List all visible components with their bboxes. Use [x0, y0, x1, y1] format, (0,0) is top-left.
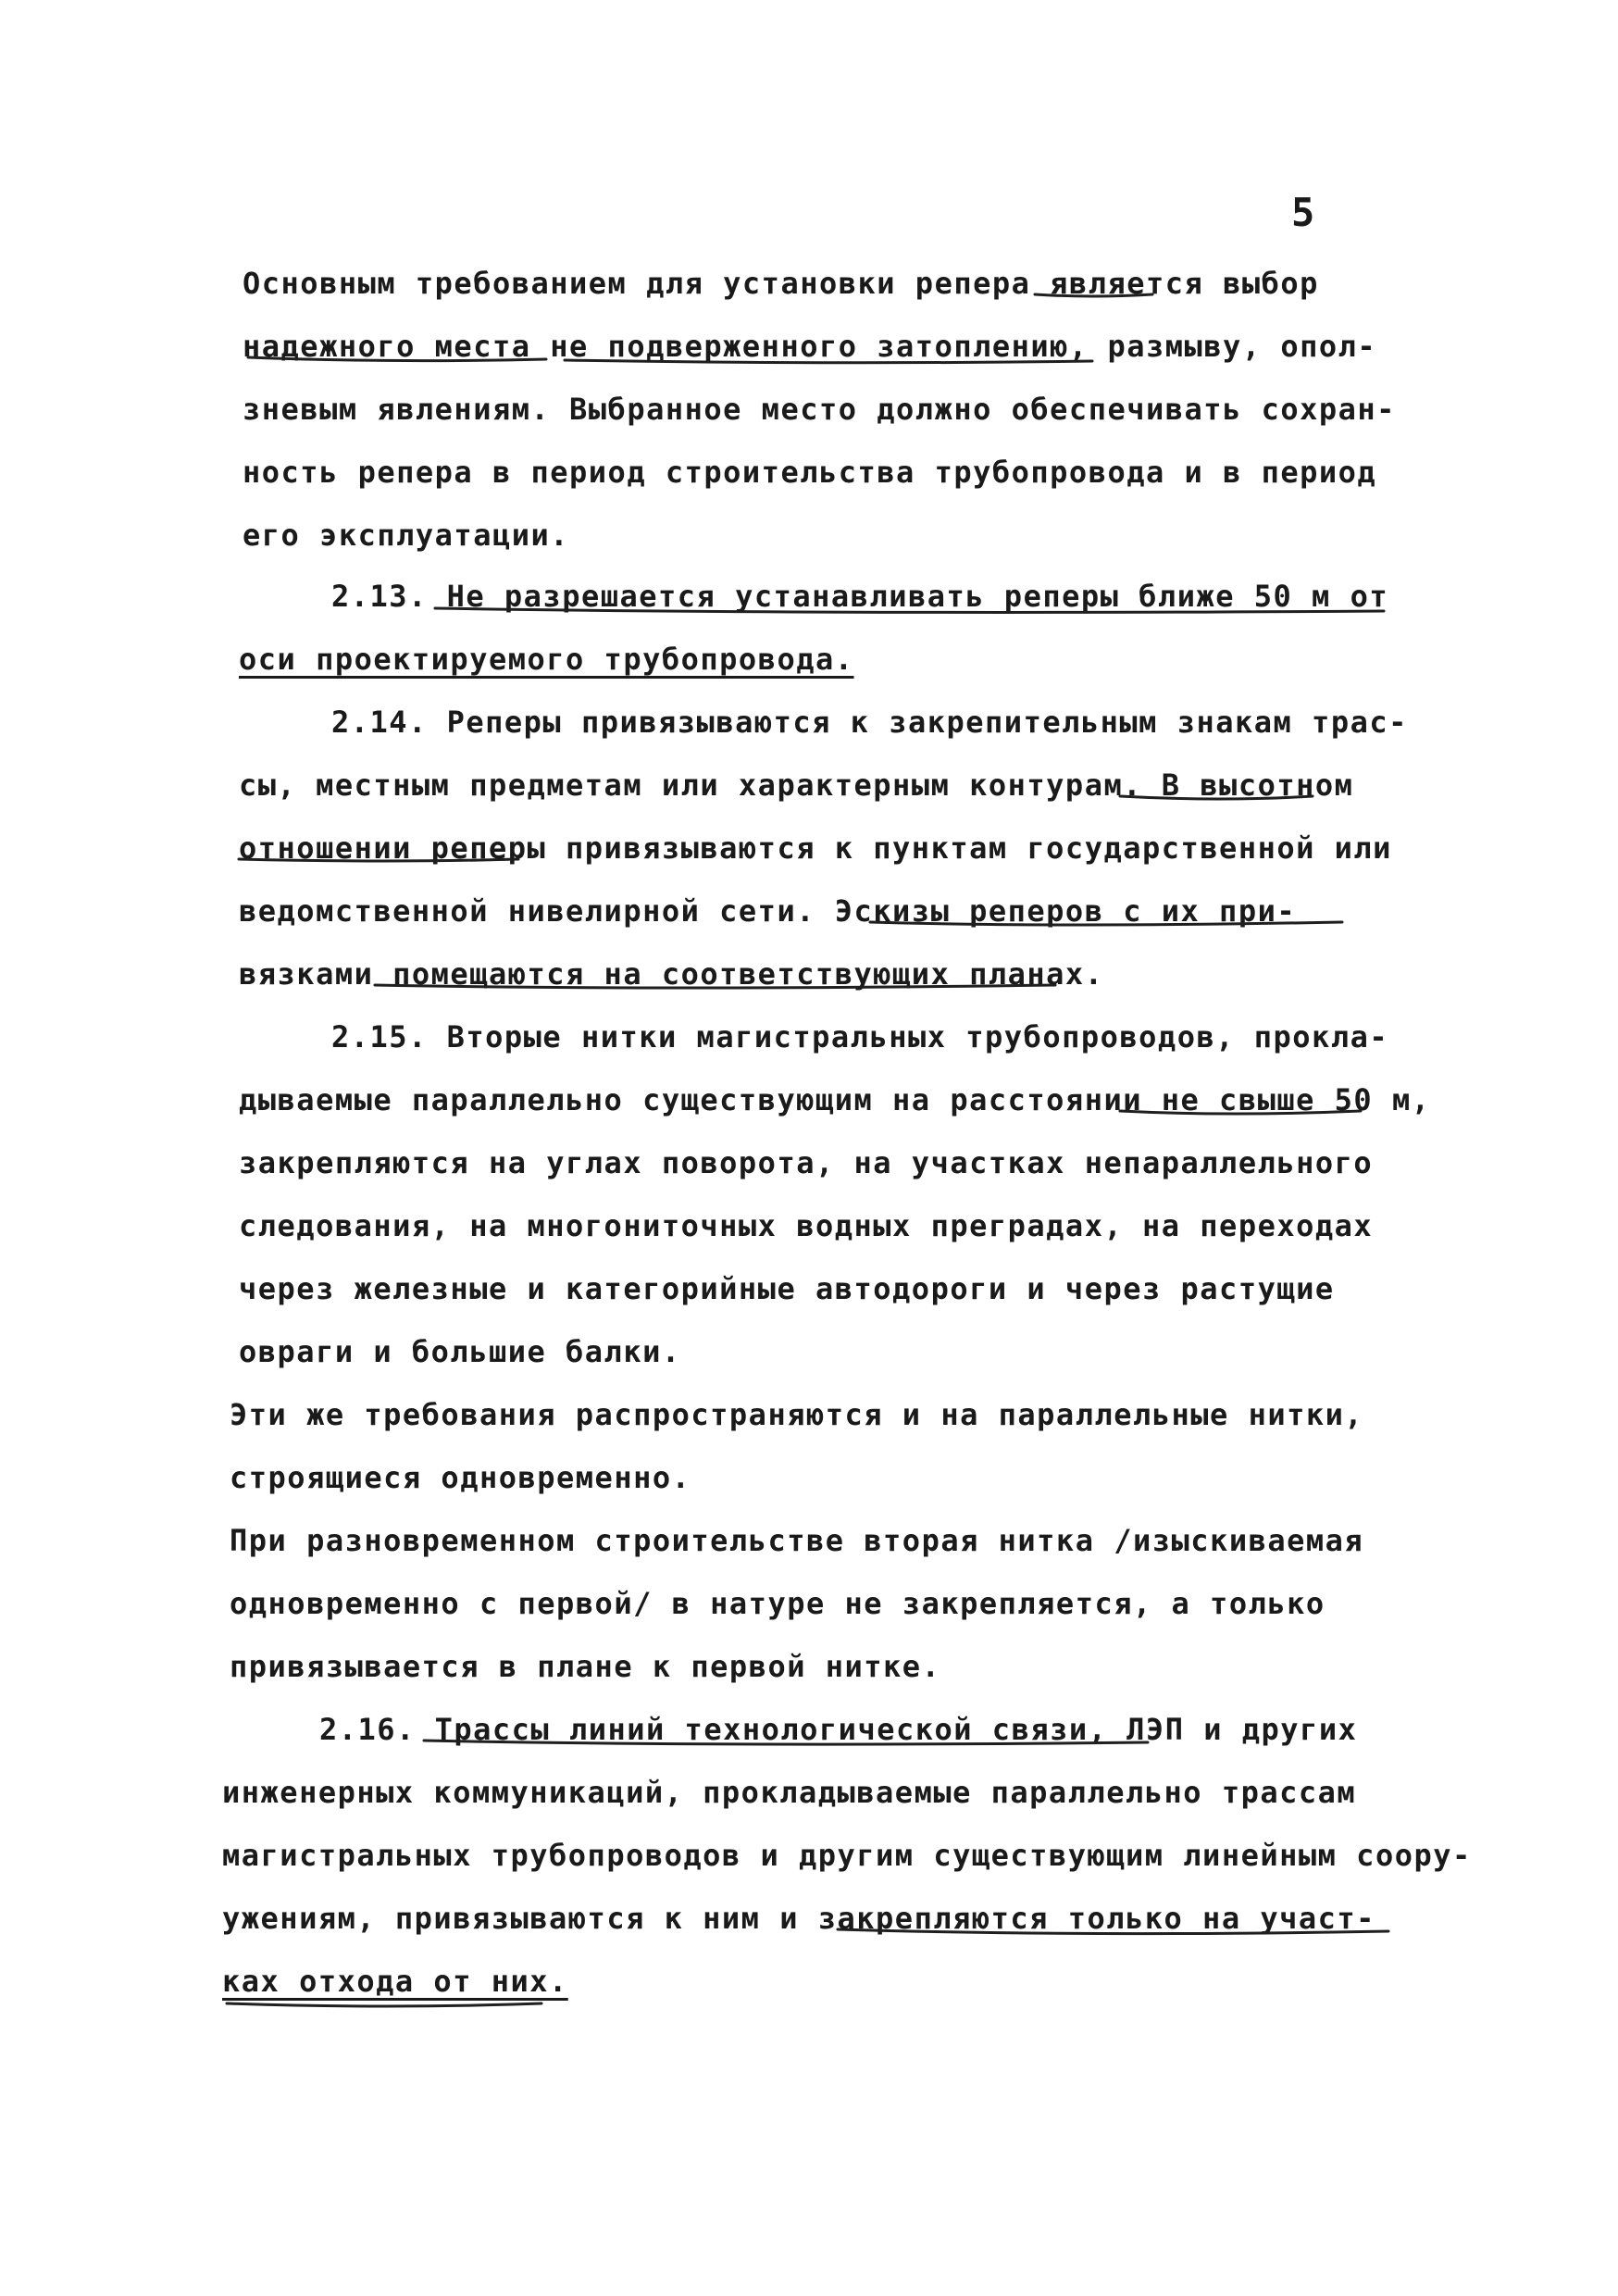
underline-mark	[227, 2003, 541, 2006]
text-line: его эксплуатации.	[243, 518, 570, 553]
text-line: Эти же требования распространяются и на параллельные нитки,	[230, 1397, 1364, 1432]
text-line: дываемые параллельно существующим на расстоянии не свыше 50 м,	[239, 1082, 1431, 1117]
text-line: 2.14. Реперы привязываются к закрепительным знакам трас-	[331, 705, 1408, 740]
text-line: строящиеся одновременно.	[230, 1460, 691, 1495]
text-line: привязывается в плане к первой нитке.	[230, 1649, 941, 1684]
text-line: ведомственной нивелирной сети. Эскизы реперов с их при-	[239, 893, 1297, 929]
text-line: сы, местным предметам или характерным контурам. В высотном	[239, 767, 1354, 803]
text-line: овраги и большие балки.	[239, 1334, 681, 1369]
text-line: ужениям, привязываются к ним и закрепляются только на участ-	[222, 1901, 1375, 1936]
text-line: оси проектируемого трубопровода.	[239, 642, 854, 677]
text-line: отношении реперы привязываются к пунктам государственной или	[239, 830, 1392, 866]
text-line: инженерных коммуникаций, прокладываемые параллельно трассам	[222, 1775, 1357, 1810]
text-line: Основным требованием для установки репера является выбор	[243, 266, 1319, 301]
text-line: При разновременном строительстве вторая нитка /изыскиваемая	[230, 1523, 1364, 1558]
text-line: одновременно с первой/ в натуре не закрепляется, а только	[230, 1586, 1326, 1621]
text-line: надежного места не подверженного затоплению, размыву, опол-	[243, 329, 1377, 364]
text-line: 2.15. Вторые нитки магистральных трубопроводов, прокла-	[331, 1019, 1389, 1054]
page-number: 5	[1291, 190, 1315, 235]
text-line: следования, на многониточных водных преградах, на переходах	[239, 1208, 1374, 1243]
text-line: через железные и категорийные автодороги и через растущие	[239, 1271, 1335, 1306]
text-line: 2.16. Трассы линий технологической связи, ЛЭП и других	[319, 1712, 1358, 1747]
text-line: вязками помещаются на соответствующих планах.	[239, 956, 1104, 992]
text-line: магистральных трубопроводов и другим существующим линейным соору-	[222, 1838, 1472, 1873]
text-line: закрепляются на углах поворота, на участках непараллельного	[239, 1145, 1374, 1180]
text-line: ках отхода от них.	[222, 1964, 568, 1999]
text-line: 2.13. Не разрешается устанавливать реперы ближе 50 м от	[331, 579, 1389, 614]
text-line: зневым явлениям. Выбранное место должно обеспечивать сохран-	[243, 392, 1396, 427]
text-line: ность репера в период строительства трубопровода и в период	[243, 455, 1377, 490]
